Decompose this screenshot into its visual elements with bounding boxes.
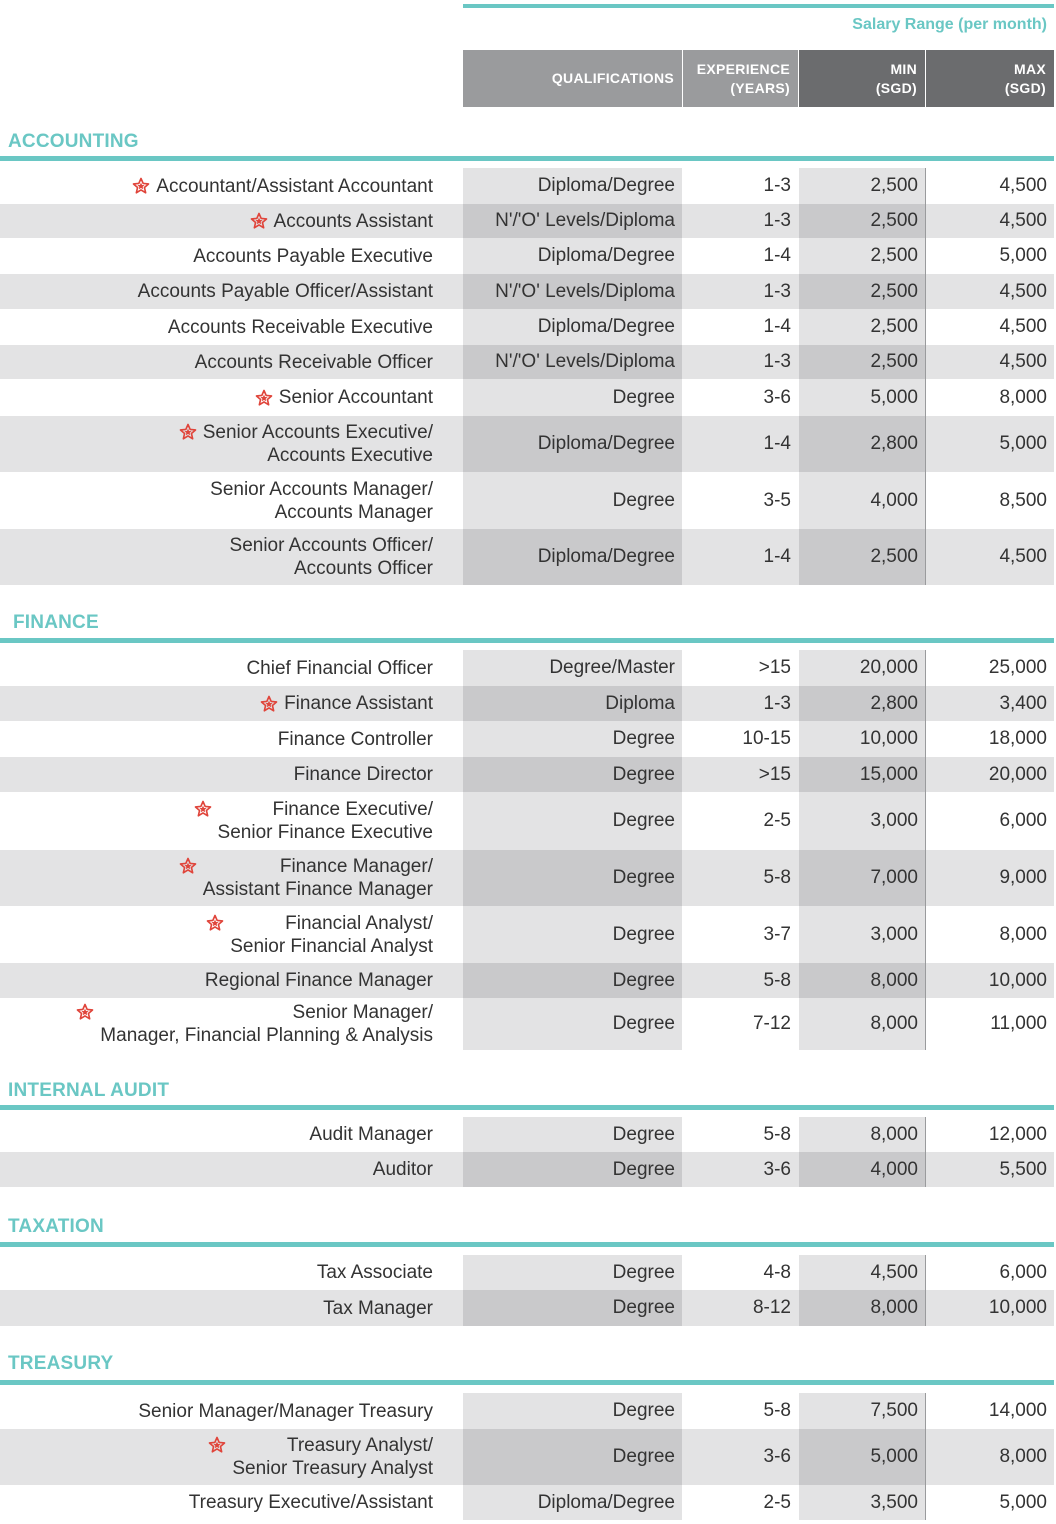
job-title-cell (0, 686, 463, 721)
job-title-wrap (168, 316, 433, 339)
header-max: MAX (SGD) (926, 50, 1054, 107)
max-salary-cell: 10,000 (988, 969, 1047, 991)
qualification-cell: Diploma/Degree (463, 238, 682, 274)
experience-cell: 4-8 (763, 1261, 791, 1283)
section-rule (0, 1242, 1054, 1247)
experience-cell: 10-15 (742, 728, 791, 749)
column-divider (925, 650, 926, 686)
job-title: Regional Finance Manager (204, 970, 433, 991)
job-title-cell (0, 168, 463, 204)
min-salary-cell: 3,500 (799, 1485, 925, 1520)
column-divider (925, 1255, 926, 1290)
job-title: Finance Executive/ Senior Finance Executive (217, 799, 433, 843)
job-title-wrap (250, 210, 433, 233)
star-icon (206, 914, 224, 932)
job-title-cell (0, 792, 463, 850)
experience-cell: 5-8 (763, 867, 791, 888)
job-title: Treasury Executive/Assistant (188, 1492, 433, 1513)
min-salary-cell: 2,800 (799, 686, 925, 721)
experience-cell: 3-6 (763, 1158, 791, 1180)
job-title: Tax Associate (316, 1262, 433, 1283)
job-title-cell (0, 998, 463, 1050)
job-title-wrap (373, 1158, 433, 1181)
job-title-cell (0, 416, 463, 472)
table-row (0, 529, 1054, 585)
min-salary-cell: 8,000 (799, 1117, 925, 1152)
star-icon (194, 800, 212, 818)
section-title: FINANCE (13, 612, 99, 633)
job-title: Tax Manager (323, 1297, 433, 1319)
job-title-cell (0, 529, 463, 585)
star-icon (250, 212, 268, 230)
job-title: Finance Director (293, 764, 433, 785)
min-salary-cell: 20,000 (799, 650, 925, 686)
experience-cell: 5-8 (763, 969, 791, 991)
qualification-cell: N'/'O' Levels/Diploma (463, 274, 682, 309)
job-title-cell (0, 650, 463, 686)
job-title: Accounts Receivable Executive (167, 316, 433, 338)
table-row (0, 998, 1054, 1050)
header-qualifications: QUALIFICATIONS (463, 50, 682, 107)
job-title-cell (0, 379, 463, 416)
job-title: Senior Accountant (278, 387, 433, 408)
experience-cell: 1-3 (763, 351, 791, 372)
qualification-cell: Diploma/Degree (463, 309, 682, 345)
max-salary-cell: 8,500 (999, 489, 1047, 511)
max-salary-cell: 11,000 (990, 1013, 1047, 1034)
job-title-wrap (138, 280, 433, 303)
job-title: Accounts Assistant (273, 210, 433, 232)
job-title: Senior Manager/Manager Treasury (138, 1400, 433, 1422)
column-divider (925, 238, 926, 274)
experience-cell: 1-4 (763, 546, 791, 567)
column-divider (925, 1393, 926, 1429)
job-title-cell (0, 274, 463, 309)
job-title: Auditor (372, 1159, 433, 1180)
max-salary-cell: 3,400 (999, 692, 1047, 714)
experience-cell: 1-4 (763, 245, 791, 266)
job-title-cell (0, 1429, 463, 1485)
max-salary-cell: 5,000 (999, 1491, 1047, 1513)
column-divider (925, 850, 926, 906)
experience-cell: 3-7 (763, 923, 791, 945)
min-salary-cell: 7,500 (799, 1393, 925, 1429)
job-title-wrap (246, 657, 433, 680)
experience-cell: 2-5 (763, 1491, 791, 1513)
column-divider (925, 792, 926, 850)
job-title-wrap (255, 386, 433, 409)
star-icon (255, 389, 273, 407)
max-salary-cell: 5,500 (999, 1158, 1047, 1180)
job-title: Accountant/Assistant Accountant (156, 175, 433, 197)
job-title-cell (0, 963, 463, 998)
job-title-wrap (205, 969, 433, 992)
star-icon (260, 695, 278, 713)
job-title-wrap (260, 692, 433, 715)
max-salary-cell: 4,500 (999, 351, 1047, 372)
experience-cell: 1-3 (763, 692, 791, 714)
job-title-wrap (132, 175, 433, 198)
job-title-wrap (195, 351, 433, 374)
job-title-wrap (278, 728, 433, 751)
qualification-cell: N'/'O' Levels/Diploma (463, 345, 682, 379)
table-row (0, 1429, 1054, 1485)
top-rule (463, 4, 1054, 8)
table-row (0, 1393, 1054, 1429)
job-title: Treasury Analyst/ Senior Treasury Analyst (232, 1435, 433, 1479)
qualification-cell: Diploma/Degree (463, 529, 682, 585)
qualification-cell: Degree (463, 721, 682, 757)
max-salary-cell: 4,500 (999, 316, 1047, 337)
qualification-cell: Diploma/Degree (463, 416, 682, 472)
max-salary-cell: 4,500 (999, 546, 1047, 567)
job-title-wrap (138, 1400, 433, 1423)
max-salary-cell: 14,000 (988, 1400, 1047, 1421)
experience-cell: 3-5 (763, 489, 791, 511)
experience-cell: 3-6 (763, 386, 791, 408)
header-min: MIN (SGD) (799, 50, 925, 107)
qualification-cell: Degree (463, 757, 682, 792)
job-title-wrap (206, 912, 433, 958)
table-row (0, 850, 1054, 906)
section-title: INTERNAL AUDIT (8, 1080, 170, 1101)
min-salary-cell: 3,000 (799, 906, 925, 963)
star-icon (179, 857, 197, 875)
max-salary-cell: 8,000 (999, 923, 1047, 945)
job-title: Senior Accounts Officer/ Accounts Officer (229, 535, 433, 579)
max-salary-cell: 25,000 (988, 657, 1047, 678)
job-title-wrap (76, 1001, 433, 1047)
max-salary-cell: 8,000 (999, 1446, 1047, 1467)
table-row (0, 906, 1054, 963)
job-title-cell (0, 1255, 463, 1290)
experience-cell: 8-12 (752, 1297, 791, 1318)
qualification-cell: Degree/Master (463, 650, 682, 686)
min-salary-cell: 3,000 (799, 792, 925, 850)
experience-cell: 2-5 (763, 810, 791, 831)
max-salary-cell: 5,000 (999, 433, 1047, 454)
job-title-cell (0, 721, 463, 757)
experience-cell: 1-3 (763, 175, 791, 196)
column-divider (925, 416, 926, 472)
min-salary-cell: 5,000 (799, 1429, 925, 1485)
job-title: Senior Accounts Executive/ Accounts Executive (202, 422, 433, 466)
table-row (0, 721, 1054, 757)
job-title-wrap (294, 763, 433, 786)
qualification-cell: Degree (463, 379, 682, 416)
column-divider (925, 1152, 926, 1187)
max-salary-cell: 5,000 (999, 245, 1047, 266)
max-salary-cell: 6,000 (999, 1261, 1047, 1283)
qualification-cell: Degree (463, 1152, 682, 1187)
table-row (0, 792, 1054, 850)
table-row (0, 1485, 1054, 1520)
min-salary-cell: 2,500 (799, 529, 925, 585)
experience-cell: 1-3 (763, 280, 791, 302)
max-salary-cell: 4,500 (999, 210, 1047, 231)
experience-cell: 5-8 (763, 1400, 791, 1421)
header-experience: EXPERIENCE (YEARS) (683, 50, 798, 107)
column-divider (925, 963, 926, 998)
column-divider (925, 345, 926, 379)
job-title-cell (0, 906, 463, 963)
qualification-cell: Degree (463, 1117, 682, 1152)
qualification-cell: Diploma/Degree (463, 168, 682, 204)
min-salary-cell: 4,000 (799, 472, 925, 529)
max-salary-cell: 10,000 (988, 1297, 1047, 1318)
experience-cell: >15 (758, 763, 791, 785)
max-salary-cell: 12,000 (988, 1123, 1047, 1145)
job-title-cell (0, 309, 463, 345)
job-title-wrap (189, 1491, 433, 1514)
job-title-cell (0, 204, 463, 238)
job-title-cell (0, 1485, 463, 1520)
max-salary-cell: 9,000 (999, 867, 1047, 888)
job-title: Accounts Payable Officer/Assistant (137, 281, 433, 302)
min-salary-cell: 7,000 (799, 850, 925, 906)
job-title: Accounts Receivable Officer (194, 351, 433, 373)
salary-range-label: Salary Range (per month) (852, 16, 1047, 33)
experience-cell: 1-4 (763, 316, 791, 337)
table-row (0, 204, 1054, 238)
table-row (0, 963, 1054, 998)
experience-cell: 1-3 (763, 210, 791, 231)
max-salary-cell: 4,500 (999, 175, 1047, 196)
qualification-cell: Degree (463, 963, 682, 998)
column-divider (925, 906, 926, 963)
star-icon (132, 177, 150, 195)
qualification-cell: Degree (463, 1429, 682, 1485)
job-title: Accounts Payable Executive (193, 245, 433, 267)
job-title: Finance Controller (277, 728, 433, 750)
job-title-wrap (317, 1261, 433, 1284)
qualification-cell: Diploma/Degree (463, 1485, 682, 1520)
column-divider (925, 204, 926, 238)
experience-cell: 5-8 (763, 1123, 791, 1145)
job-title: Chief Financial Officer (246, 657, 433, 679)
min-salary-cell: 2,500 (799, 168, 925, 204)
section-title: TREASURY (8, 1353, 114, 1374)
qualification-cell: Degree (463, 850, 682, 906)
job-title-wrap (193, 245, 433, 268)
table-row (0, 274, 1054, 309)
job-title-cell (0, 238, 463, 274)
min-salary-cell: 8,000 (799, 963, 925, 998)
min-salary-cell: 4,000 (799, 1152, 925, 1187)
table-row (0, 1255, 1054, 1290)
column-divider (925, 1485, 926, 1520)
column-divider (925, 1290, 926, 1326)
table-row (0, 1152, 1054, 1187)
min-salary-cell: 4,500 (799, 1255, 925, 1290)
job-title: Finance Manager/ Assistant Finance Manager (202, 856, 433, 900)
job-title-wrap (179, 855, 433, 901)
column-divider (925, 1117, 926, 1152)
job-title-cell (0, 1117, 463, 1152)
job-title-wrap (309, 1123, 433, 1146)
table-row (0, 379, 1054, 416)
table-row (0, 238, 1054, 274)
job-title-wrap (194, 798, 433, 844)
experience-cell: 3-6 (763, 1446, 791, 1467)
star-icon (179, 423, 197, 441)
section-rule (0, 638, 1054, 643)
job-title-cell (0, 1152, 463, 1187)
column-divider (925, 309, 926, 345)
star-icon (76, 1003, 94, 1021)
max-salary-cell: 18,000 (988, 728, 1047, 749)
job-title-wrap (210, 478, 433, 524)
table-row (0, 345, 1054, 379)
job-title: Audit Manager (309, 1124, 433, 1145)
column-divider (925, 472, 926, 529)
min-salary-cell: 10,000 (799, 721, 925, 757)
qualification-cell: Degree (463, 472, 682, 529)
max-salary-cell: 6,000 (999, 810, 1047, 831)
max-salary-cell: 20,000 (988, 763, 1047, 785)
job-title: Finance Assistant (284, 693, 433, 714)
job-title-cell (0, 1290, 463, 1326)
job-title-wrap (230, 534, 433, 580)
min-salary-cell: 2,500 (799, 345, 925, 379)
section-rule (0, 156, 1054, 161)
min-salary-cell: 2,500 (799, 274, 925, 309)
table-row (0, 1290, 1054, 1326)
min-salary-cell: 2,500 (799, 238, 925, 274)
qualification-cell: Diploma (463, 686, 682, 721)
table-row (0, 309, 1054, 345)
section-title: ACCOUNTING (8, 131, 139, 152)
column-divider (925, 1429, 926, 1485)
column-divider (925, 168, 926, 204)
section-title: TAXATION (8, 1216, 104, 1237)
column-divider (925, 998, 926, 1050)
column-divider (925, 686, 926, 721)
qualification-cell: Degree (463, 792, 682, 850)
column-divider (925, 274, 926, 309)
min-salary-cell: 2,500 (799, 309, 925, 345)
job-title-cell (0, 850, 463, 906)
qualification-cell: Degree (463, 1290, 682, 1326)
job-title-wrap (179, 421, 433, 467)
min-salary-cell: 8,000 (799, 1290, 925, 1326)
qualification-cell: Degree (463, 998, 682, 1050)
min-salary-cell: 2,800 (799, 416, 925, 472)
job-title-cell (0, 757, 463, 792)
job-title-cell (0, 345, 463, 379)
section-rule (0, 1105, 1054, 1110)
min-salary-cell: 8,000 (799, 998, 925, 1050)
table-row (0, 168, 1054, 204)
section-rule (0, 1380, 1054, 1385)
column-divider (925, 529, 926, 585)
job-title: Financial Analyst/ Senior Financial Analyst (230, 912, 433, 957)
qualification-cell: Degree (463, 1393, 682, 1429)
table-row (0, 686, 1054, 721)
qualification-cell: N'/'O' Levels/Diploma (463, 204, 682, 238)
job-title: Senior Manager/ Manager, Financial Planning & Analysis (100, 1002, 433, 1046)
job-title-wrap (208, 1434, 433, 1480)
job-title-cell (0, 472, 463, 529)
experience-cell: 1-4 (763, 433, 791, 454)
table-row (0, 472, 1054, 529)
qualification-cell: Degree (463, 906, 682, 963)
job-title-wrap (323, 1297, 433, 1320)
column-divider (925, 721, 926, 757)
qualification-cell: Degree (463, 1255, 682, 1290)
job-title-cell (0, 1393, 463, 1429)
job-title: Senior Accounts Manager/ Accounts Manager (210, 478, 433, 523)
min-salary-cell: 5,000 (799, 379, 925, 416)
max-salary-cell: 4,500 (999, 280, 1047, 302)
column-divider (925, 757, 926, 792)
min-salary-cell: 15,000 (799, 757, 925, 792)
max-salary-cell: 8,000 (999, 386, 1047, 408)
min-salary-cell: 2,500 (799, 204, 925, 238)
experience-cell: 7-12 (752, 1013, 791, 1034)
table-row (0, 650, 1054, 686)
column-divider (925, 379, 926, 416)
table-row (0, 1117, 1054, 1152)
star-icon (208, 1436, 226, 1454)
table-row (0, 416, 1054, 472)
experience-cell: >15 (758, 657, 791, 678)
table-row (0, 757, 1054, 792)
